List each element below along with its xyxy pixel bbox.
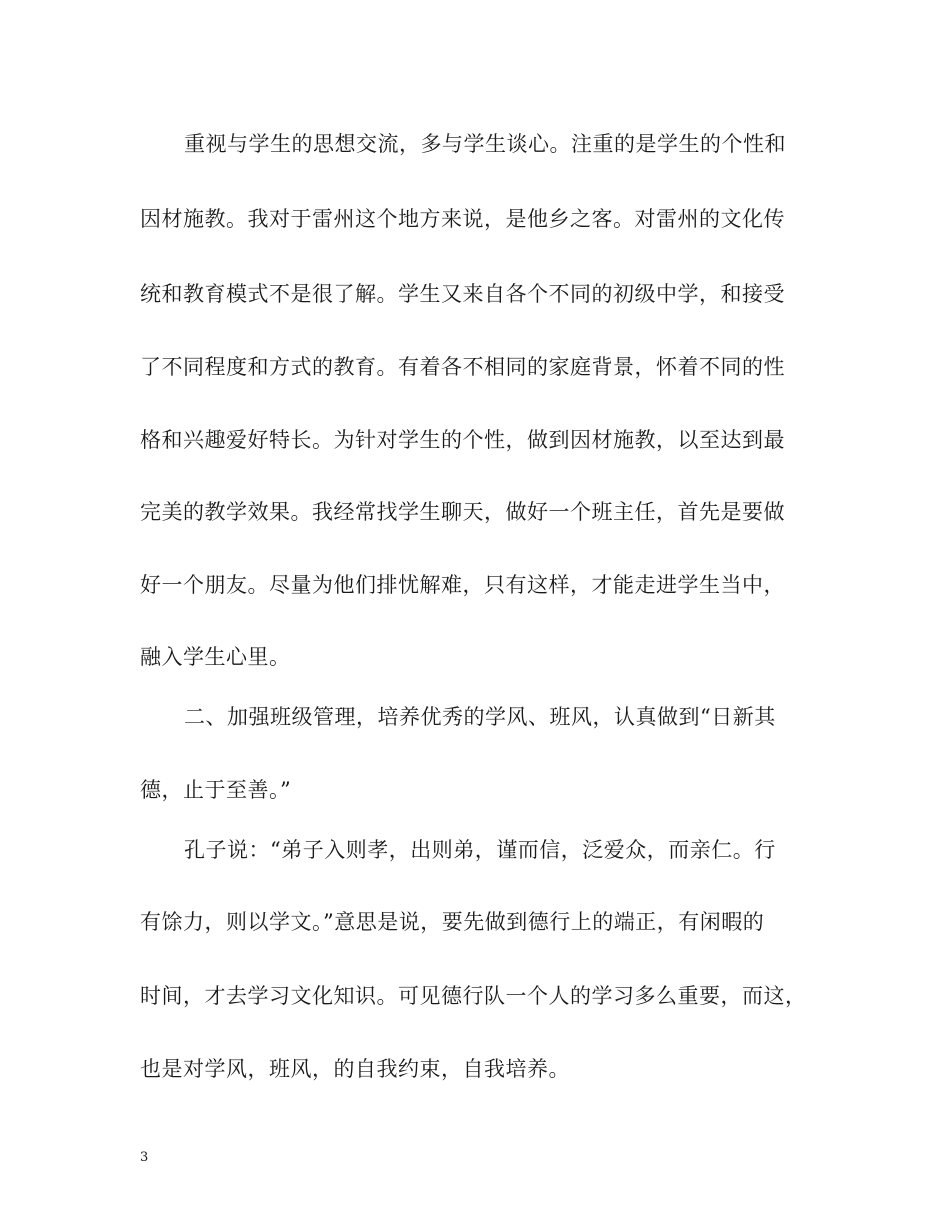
paragraph-2-line-2: 德，止于至善。”: [140, 778, 292, 802]
paragraph-1-line-7: 好一个朋友。尽量为他们排忧解难，只有这样，才能走进学生当中，: [140, 573, 785, 597]
paragraph-1-line-5: 格和兴趣爱好特长。为针对学生的个性，做到因材施教，以至达到最: [140, 428, 785, 452]
paragraph-1-line-4: 了不同程度和方式的教育。有着各不相同的家庭背景，怀着不同的性: [140, 355, 785, 379]
paragraph-1-line-2: 因材施教。我对于雷州这个地方来说，是他乡之客。对雷州的文化传: [140, 207, 785, 231]
paragraph-3-line-4: 也是对学风，班风，的自我约束，自我培养。: [140, 1057, 570, 1081]
paragraph-1-line-6: 完美的教学效果。我经常找学生聊天，做好一个班主任，首先是要做: [140, 500, 785, 524]
paragraph-3-line-2: 有馀力，则以学文。”意思是说，要先做到德行上的端正，有闲暇的: [140, 910, 765, 934]
page-number: 3: [140, 1150, 149, 1165]
paragraph-3-line-3: 时间，才去学习文化知识。可见德行队一个人的学习多么重要，而这，: [140, 984, 807, 1008]
paragraph-1-line-8: 融入学生心里。: [140, 645, 291, 669]
paragraph-3-line-1: 孔子说：“弟子入则孝，出则弟，谨而信，泛爱众，而亲仁。行: [184, 838, 776, 862]
paragraph-1-line-1: 重视与学生的思想交流，多与学生谈心。注重的是学生的个性和: [184, 132, 786, 156]
paragraph-2-line-1: 二、加强班级管理，培养优秀的学风、班风，认真做到“日新其: [184, 705, 776, 729]
paragraph-1-line-3: 统和教育模式不是很了解。学生又来自各个不同的初级中学，和接受: [140, 282, 785, 306]
